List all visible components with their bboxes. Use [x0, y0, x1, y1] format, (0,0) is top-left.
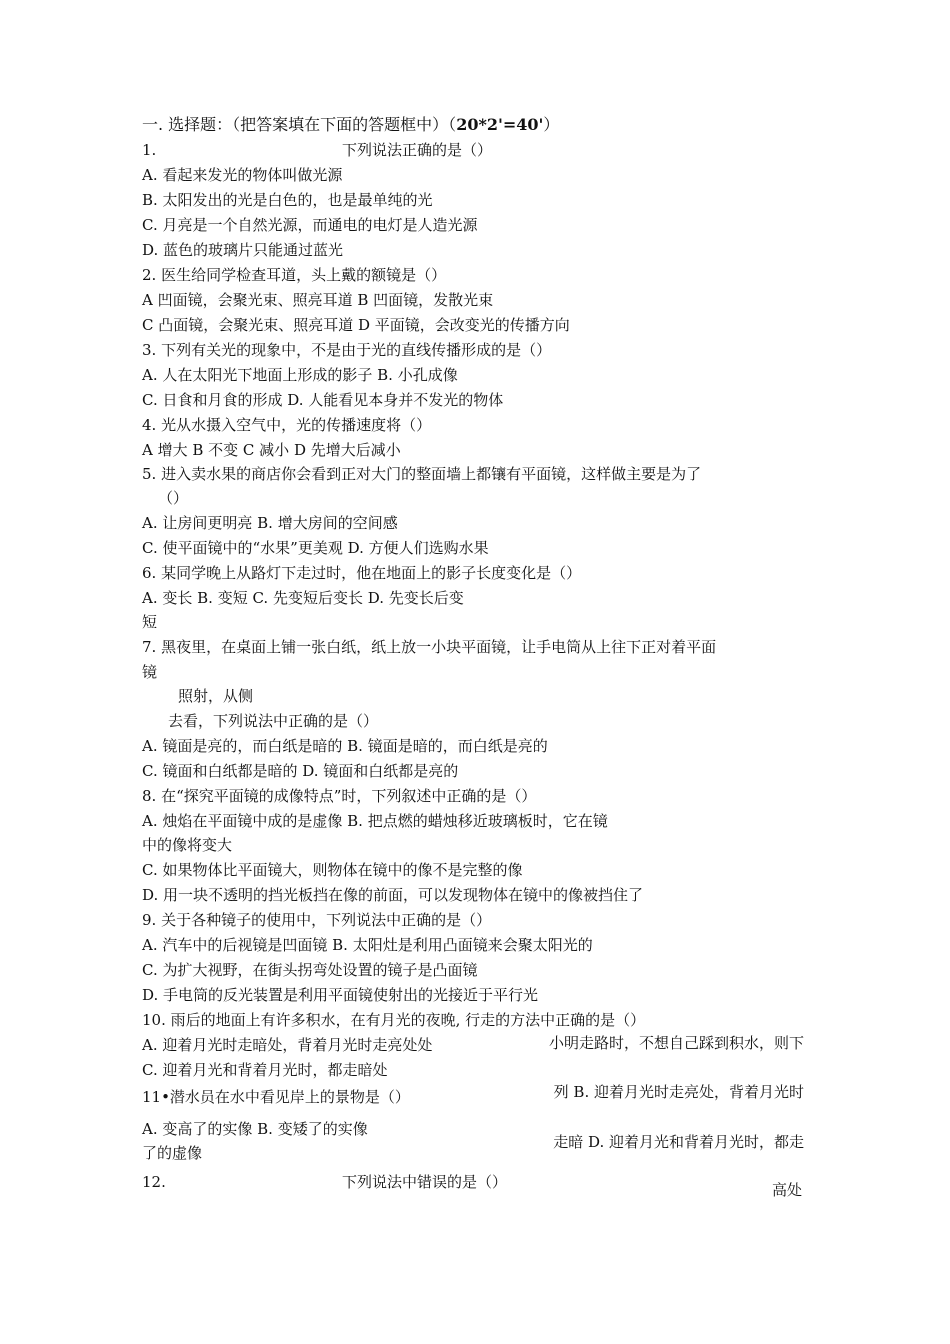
q8-options-ab: A. 烛焰在平面镜中成的是虚像 B. 把点燃的蜡烛移近玻璃板时，它在镜: [142, 812, 608, 830]
q6-options-cont: 短: [142, 613, 158, 631]
q5-options-cd: C. 使平面镜中的“水果”更美观 D. 方便人们选购水果: [142, 539, 489, 557]
q9-option-c: C. 为扩大视野，在街头拐弯处设置的镜子是凸面镜: [142, 961, 478, 979]
q1-text: 下列说法正确的是（）: [342, 141, 493, 159]
q10-stem: 10. 雨后的地面上有许多积水，在有月光的夜晚, 行走的方法中正确的是（）: [142, 1011, 646, 1029]
q9-option-d: D. 手电筒的反光装置是利用平面镜使射出的光接近于平行光: [142, 986, 539, 1004]
heading-text: 一. 选择题：（把答案填在下面的答题框中）（: [142, 115, 457, 134]
q9-stem: 9. 关于各种镜子的使用中，下列说法中正确的是（）: [142, 911, 492, 929]
q7-options-ab: A. 镜面是亮的，而白纸是暗的 B. 镜面是暗的，而白纸是亮的: [142, 737, 548, 755]
q7-stem: 7. 黑夜里，在桌面上铺一张白纸，纸上放一小块平面镜，让手电筒从上往下正对着平面: [142, 638, 717, 656]
q7-stem-cont3: 去看，下列说法中正确的是（）: [168, 712, 379, 730]
q7-stem-cont: 镜: [142, 663, 158, 681]
q12-text: 下列说法中错误的是（）: [342, 1173, 508, 1191]
q8-option-c: C. 如果物体比平面镜大，则物体在镜中的像不是完整的像: [142, 861, 523, 879]
q12-stem: [142, 1170, 507, 1194]
q10-option-c: C. 迎着月光和背着月光时，都走暗处: [142, 1061, 388, 1079]
q3-options-ab: A. 人在太阳光下地面上形成的影子 B. 小孔成像: [142, 366, 458, 384]
score-text: 20*2'=40': [456, 115, 544, 134]
q8-option-d: D. 用一块不透明的挡光板挡在像的前面，可以发现物体在镜中的像被挡住了: [142, 886, 644, 904]
q9-options-ab: A. 汽车中的后视镜是凹面镜 B. 太阳灶是利用凸面镜来会聚太阳光的: [142, 936, 593, 954]
q6-stem: 6. 某同学晚上从路灯下走过时，他在地面上的影子长度变化是（）: [142, 564, 582, 582]
q10-right-col-4: 高处: [772, 1181, 803, 1199]
q1-number: 1.: [142, 141, 157, 159]
q1-option-a: A. 看起来发光的物体叫做光源: [142, 166, 343, 184]
q1-stem: [142, 138, 492, 162]
q4-stem: 4. 光从水摄入空气中，光的传播速度将（）: [142, 416, 432, 434]
q5-stem: 5. 进入卖水果的商店你会看到正对大门的整面墙上都镶有平面镜，这样做主要是为了: [142, 465, 702, 483]
q7-stem-cont2: 照射，从侧: [178, 687, 254, 705]
section-heading: [142, 113, 559, 137]
q6-options: A. 变长 B. 变短 C. 先变短后变长 D. 先变长后变: [142, 589, 464, 607]
q11-stem: 11•潜水员在水中看见岸上的景物是（）: [142, 1088, 410, 1106]
q8-options-ab-cont: 中的像将变大: [142, 836, 233, 854]
q3-options-cd: C. 日食和月食的形成 D. 人能看见本身并不发光的物体: [142, 391, 504, 409]
q8-stem: 8. 在“探究平面镜的成像特点”时，下列叙述中正确的是（）: [142, 787, 537, 805]
q2-stem: 2. 医生给同学检查耳道，头上戴的额镜是（）: [142, 266, 447, 284]
q10-right-col-2: 列 B. 迎着月光时走亮处，背着月光时: [553, 1083, 804, 1101]
q2-options-ab: A 凹面镜，会聚光束、照亮耳道 B 凹面镜，发散光束: [142, 291, 494, 309]
q1-option-b: B. 太阳发出的光是白色的，也是最单纯的光: [142, 191, 433, 209]
q4-options: A 增大 B 不变 C 减小 D 先增大后减小: [142, 441, 401, 459]
q3-stem: 3. 下列有关光的现象中，不是由于光的直线传播形成的是（）: [142, 341, 552, 359]
heading-close: ）: [543, 115, 560, 134]
q1-option-c: C. 月亮是一个自然光源，而通电的电灯是人造光源: [142, 216, 478, 234]
q5-stem-cont: （）: [158, 489, 189, 507]
q11-options-ab: A. 变高了的实像 B. 变矮了的实像: [142, 1120, 368, 1138]
q5-options-ab: A. 让房间更明亮 B. 增大房间的空间感: [142, 514, 398, 532]
q10-option-a: A. 迎着月光时走暗处，背着月光时走亮处处: [142, 1036, 433, 1054]
q1-option-d: D. 蓝色的玻璃片只能通过蓝光: [142, 241, 344, 259]
q10-right-col-1: 小明走路时，不想自己踩到积水，则下: [548, 1034, 804, 1052]
q12-number: 12.: [142, 1173, 166, 1191]
q11-options-cd: 了的虚像: [142, 1144, 203, 1162]
q10-right-col-3: 走暗 D. 迎着月光和背着月光时，都走: [553, 1133, 804, 1151]
q2-options-cd: C 凸面镜，会聚光束、照亮耳道 D 平面镜，会改变光的传播方向: [142, 316, 570, 334]
q7-options-cd: C. 镜面和白纸都是暗的 D. 镜面和白纸都是亮的: [142, 762, 459, 780]
